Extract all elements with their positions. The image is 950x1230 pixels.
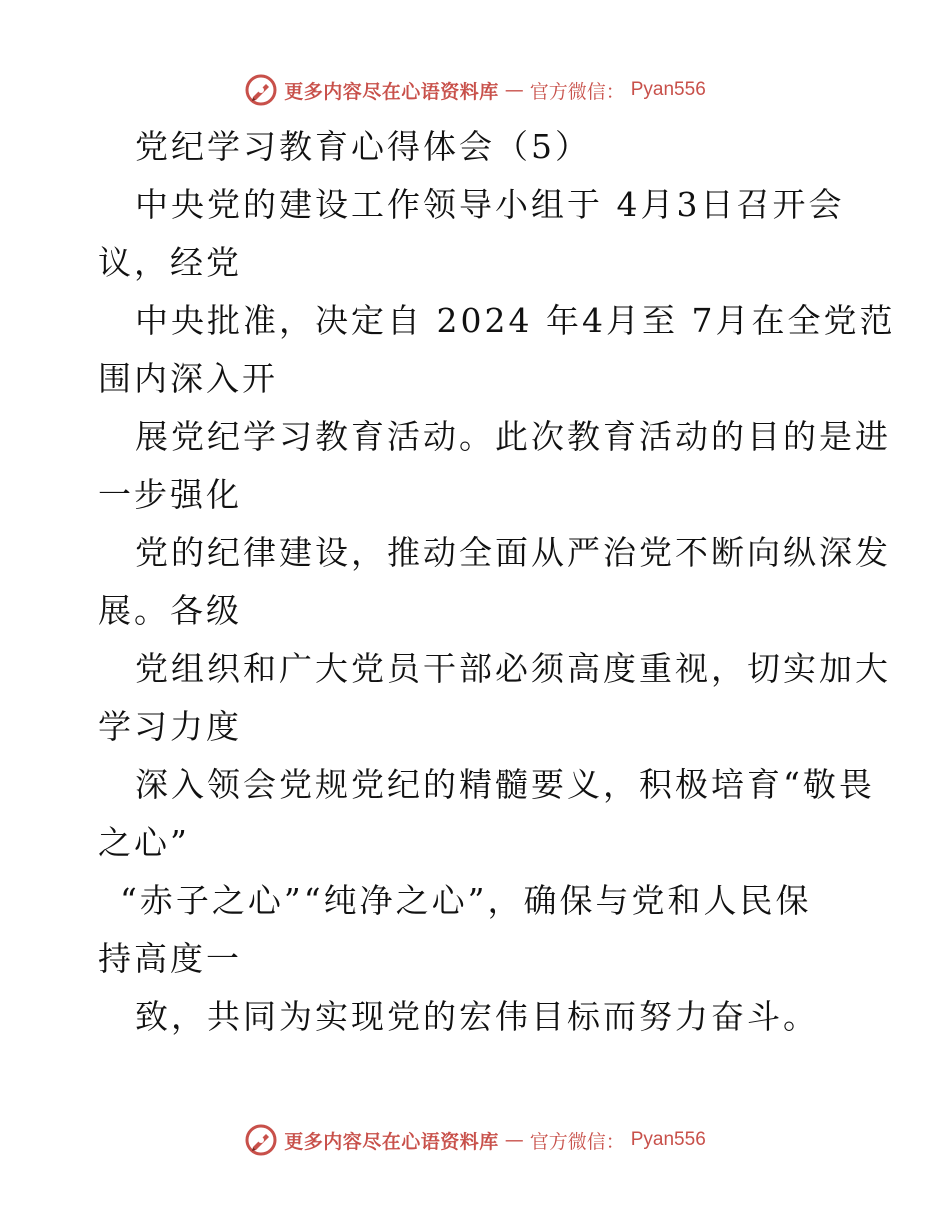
header-banner: [0, 70, 950, 110]
paragraph-line-13: “赤子之心”“纯净之心”，确保与党和人民保: [120, 881, 812, 920]
paragraph-line-14: 持高度一: [98, 939, 242, 978]
paragraph-line-11: 深入领会党规党纪的精髓要义，积极培育“敬畏: [135, 765, 875, 804]
paragraph-line-3: 中央批准，决定自 2024 年4月至 7月在全党范: [135, 301, 896, 340]
footer-banner-dash: —: [504, 1129, 524, 1151]
paragraph-line-1: 中央党的建设工作领导小组于 4月3日召开会: [135, 185, 845, 224]
pen-logo-icon: [244, 1123, 278, 1157]
pen-logo-icon: [244, 73, 278, 107]
footer-banner: [0, 1120, 950, 1160]
header-contact-id: Pyan556: [630, 79, 706, 100]
footer-banner-inner: [244, 1123, 706, 1157]
paragraph-line-7: 党的纪律建设，推动全面从严治党不断向纵深发: [135, 533, 891, 572]
header-banner-dash: —: [504, 79, 524, 101]
header-contact-label: 官方微信：: [529, 80, 625, 103]
paragraph-line-5: 展党纪学习教育活动。此次教育活动的目的是进: [135, 417, 891, 456]
paragraph-line-8: 展。各级: [98, 591, 242, 630]
footer-contact-id: Pyan556: [630, 1129, 706, 1150]
paragraph-line-6: 一步强化: [98, 475, 242, 514]
header-banner-inner: [244, 73, 706, 107]
paragraph-line-9: 党组织和广大党员干部必须高度重视，切实加大: [135, 649, 891, 688]
paragraph-line-10: 学习力度: [98, 707, 242, 746]
footer-contact-label: 官方微信：: [529, 1130, 625, 1153]
footer-banner-text: 更多内容尽在心语资料库: [284, 1130, 499, 1153]
paragraph-line-2: 议，经党: [98, 243, 242, 282]
paragraph-line-12: 之心”: [98, 823, 190, 862]
paragraph-line-15: 致，共同为实现党的宏伟目标而努力奋斗。: [135, 997, 819, 1036]
document-body: [98, 118, 896, 1046]
document-title: 党纪学习教育心得体会（5）: [135, 127, 591, 166]
header-banner-text: 更多内容尽在心语资料库: [284, 80, 499, 103]
paragraph-line-4: 围内深入开: [98, 359, 278, 398]
